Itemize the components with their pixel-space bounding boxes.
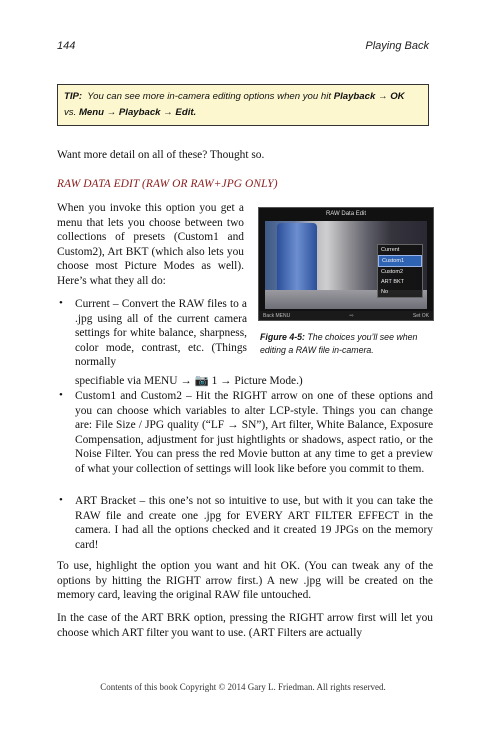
bullet-current-text: Current – Convert the RAW files to a .jpg using all of the current camera settings for white balance, sharpness, color mode, contrast, etc. (Things normally [75, 298, 247, 368]
arrow-hint: ⇨ [349, 312, 354, 319]
paragraph-1: When you invoke this option you get a menu that lets you choose between two collections of presets (Custom1 and Custom2), Art BKT (which also lets you choose most Picture Modes as well). Here’s what they all do: [57, 202, 244, 287]
bullet-dot: • [59, 494, 63, 506]
page-number: 144 [57, 40, 76, 52]
figure-caption [260, 331, 430, 357]
bullet-art-bracket-text: ART Bracket – this one’s not so intuitive to use, but with it you can take the RAW file and create one .jpg for EVERY ART FILTER EFFECT in the camera. I had all the options checked and it created 19 JPGs on the memory card! [75, 495, 433, 551]
set-hint: Set OK [412, 312, 429, 319]
menu-item-art-bkt: ART BKT [381, 279, 405, 285]
tip-text-a: You can see more in-camera editing options when you hit [87, 91, 332, 102]
tip-box [57, 84, 429, 126]
screen-footer [259, 311, 433, 320]
caption-label: Figure 4-5: [260, 332, 305, 342]
tip-key-1: Playback → OK [333, 91, 405, 102]
screen-title: RAW Data Edit [325, 211, 367, 217]
raw-edit-menu [377, 244, 423, 298]
camera-screen-figure [258, 207, 434, 321]
bullet-dot: • [59, 389, 63, 401]
intro-text: Want more detail on all of these? Thought so. [57, 149, 265, 161]
bullet-current-tail: specifiable via MENU → 📷 1 → Picture Mode.) [75, 375, 303, 387]
menu-item-no: No [381, 289, 389, 295]
section-title: Playing Back [365, 40, 429, 52]
back-hint: Back MENU [263, 312, 291, 319]
tip-key-2: Menu → Playback → Edit. [78, 107, 197, 118]
menu-item-custom2: Custom2 [381, 269, 404, 275]
tip-text-b: vs. [64, 107, 77, 118]
menu-item-custom1: Custom1 [378, 255, 422, 267]
caption-text: The choices you’ll see when editing a RAW file in-camera. [260, 332, 418, 355]
paragraph-2: To use, highlight the option you want and hit OK. (You can tweak any of the options by hitting the RIGHT arrow first.) A new .jpg will be created on the memory card, leaving the original RAW file untouched. [57, 560, 433, 601]
bullet-dot: • [59, 297, 63, 309]
menu-item-current: Current [381, 247, 400, 253]
copyright-footer: Contents of this book Copyright © 2014 Gary L. Friedman. All rights reserved. [100, 682, 386, 692]
bullet-custom-text: Custom1 and Custom2 – Hit the RIGHT arrow on one of these options and you can choose which variables to alter LCP-style. Things you can change are: File Size / JPG quality (“LF → SN”), Art filter, White Balance, Exposure Compensation, adjustment for just hightlights or shadows, aspect ratio, or the Noise Filter. You can press the red Movie button at any time to get a preview of what your collection of settings will look like before you commit to them. [75, 390, 433, 475]
tip-label: TIP: [64, 91, 83, 102]
paragraph-3: In the case of the ART BRK option, pressing the RIGHT arrow first will let you choose which ART filter you want to use. (ART Filters are actually [57, 612, 433, 639]
section-heading: RAW DATA EDIT (RAW OR RAW+JPG ONLY) [57, 178, 278, 190]
